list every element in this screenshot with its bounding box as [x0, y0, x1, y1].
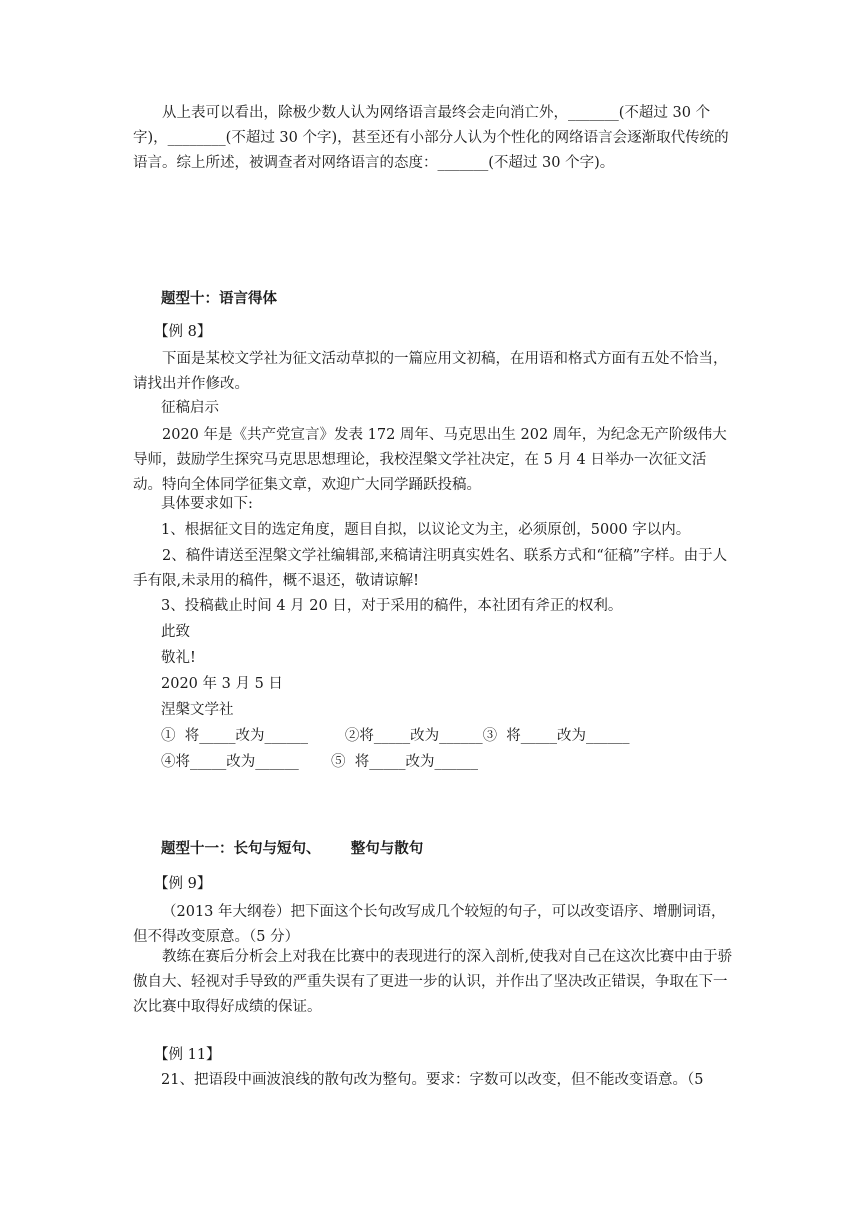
example-8-label: 【例 8】	[154, 324, 212, 340]
intro-paragraph: 从上表可以看出，除极少数人认为网络语言最终会走向消亡外，_______(不超过 30 个字)，________(不超过 30 个字)，甚至还有小部分人认为个性化的网络语言会逐渐取代传统的语言。综上所述，被调查者对网络语言的态度：_______(不超过 30 个字)。	[133, 105, 729, 171]
section-10-heading: 题型十：语言得体	[161, 291, 277, 307]
requirement-2: 2、稿件请送至涅槃文学社编辑部,来稿请注明真实姓名、联系方式和“征稿”字样。由于人手有限,未录用的稿件，概不退还，敬请谅解!	[133, 548, 728, 589]
answer-row-1: ① 将_____改为______ ②将_____改为______③ 将_____改为______	[161, 728, 630, 744]
requirement-1: 1、根据征文目的选定角度，题目自拟，以议论文为主，必须原创，5000 字以内。	[161, 522, 691, 538]
requirement-3: 3、投稿截止时间 4 月 20 日，对于采用的稿件，本社团有斧正的权利。	[161, 598, 623, 614]
example-9-text: 教练在赛后分析会上对我在比赛中的表现进行的深入剖析,使我对自己在这次比赛中由于骄傲自大、轻视对手导致的严重失误有了更进一步的认识，并作出了坚决改正错误，争取在下一次比赛中取得好成绩的保证。	[133, 949, 733, 1015]
answer-row-2: ④将_____改为______ ⑤ 将_____改为______	[161, 754, 478, 770]
notice-signature: 涅槃文学社	[161, 702, 234, 718]
requirements-intro: 具体要求如下:	[161, 496, 253, 512]
notice-date: 2020 年 3 月 5 日	[161, 676, 283, 692]
example-8-question: 下面是某校文学社为征文活动草拟的一篇应用文初稿，在用语和格式方面有五处不恰当，请找出并作修改。	[133, 351, 728, 392]
example-11-label: 【例 11】	[154, 1047, 221, 1063]
section-11-heading: 题型十一：长句与短句、 整句与散句	[161, 841, 424, 857]
notice-title: 征稿启示	[161, 400, 219, 416]
example-9-question: （2013 年大纲卷）把下面这个长句改写成几个较短的句子，可以改变语序、增删词语，但不得改变原意。（5 分）	[133, 904, 726, 945]
closing-cizhi: 此致	[161, 624, 190, 640]
closing-jingli: 敬礼!	[161, 650, 196, 666]
example-9-label: 【例 9】	[154, 876, 212, 892]
example-11-question: 21、把语段中画波浪线的散句改为整句。要求：字数可以改变，但不能改变语意。（5	[161, 1072, 704, 1088]
notice-body: 2020 年是《共产党宣言》发表 172 周年、马克思出生 202 周年，为纪念无产阶级伟大导师，鼓励学生探究马克思思想理论，我校涅槃文学社决定，在 5 月 4 日举办一次征文活动。特向全体同学征集文章，欢迎广大同学踊跃投稿。	[133, 427, 727, 493]
